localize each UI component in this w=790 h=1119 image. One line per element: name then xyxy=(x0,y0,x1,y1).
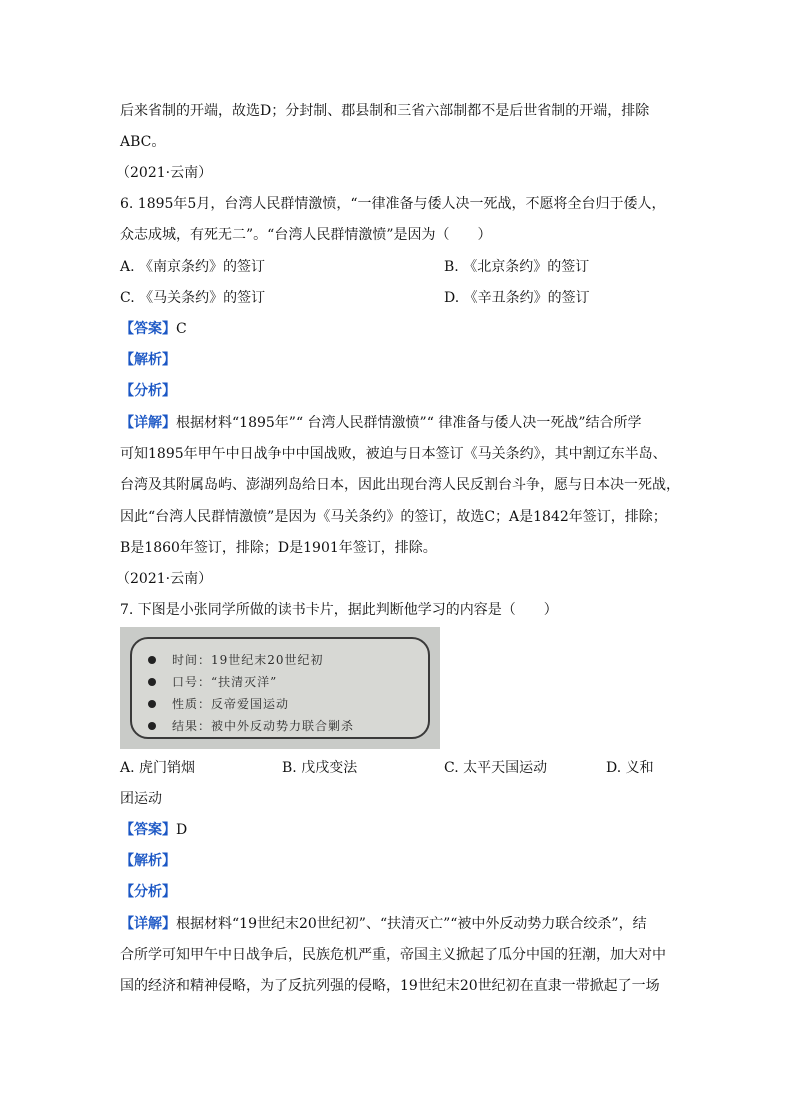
detail-line: 可知1895年甲午中日战争中中国战败，被迫与日本签订《马关条约》，其中割辽东半岛、 xyxy=(120,446,667,462)
detail-line: 台湾及其附属岛屿、澎湖列岛给日本，因此出现台湾人民反割台斗争，愿与日本决一死战， xyxy=(120,477,680,493)
question-source: （2021·云南） xyxy=(116,571,213,587)
card-row: 性质：反帝爱国运动 xyxy=(148,695,289,712)
q7-option-b: B. 戊戌变法 xyxy=(282,760,358,776)
bullet-icon xyxy=(148,722,156,730)
bullet-icon xyxy=(148,678,156,686)
text-line: ABC。 xyxy=(120,134,166,150)
answer-value: C xyxy=(176,321,187,337)
question-source: （2021·云南） xyxy=(116,165,213,181)
detail-tag: 【详解】 xyxy=(120,415,176,431)
q6-option-b: B. 《北京条约》的签订 xyxy=(444,259,590,275)
detail-line: 【详解】根据材料“1895年”“ 台湾人民群情激愤”“ 律准备与倭人决一死战”结合所学 xyxy=(120,415,642,431)
card-row: 时间：19世纪末20世纪初 xyxy=(148,651,324,668)
reading-card-frame xyxy=(130,637,430,739)
q6-option-d: D. 《辛丑条约》的签订 xyxy=(444,290,590,306)
q7-option-a: A. 虎门销烟 xyxy=(120,760,196,776)
q7-option-d-cont: 团运动 xyxy=(120,791,162,807)
reading-card-image xyxy=(120,627,440,749)
detail-line: 合所学可知甲午中日战争后，民族危机严重，帝国主义掀起了瓜分中国的狂潮，加大对中 xyxy=(120,947,666,963)
answer-tag: 【答案】 xyxy=(120,822,176,838)
detail-tag: 【详解】 xyxy=(120,916,176,932)
bullet-icon xyxy=(148,656,156,664)
answer-value: D xyxy=(176,822,188,838)
bullet-icon xyxy=(148,700,156,708)
answer-tag: 【答案】 xyxy=(120,321,176,337)
detail-line: 【详解】根据材料“19世纪末20世纪初”、“扶清灭亡”“被中外反动势力联合绞杀”，结 xyxy=(120,916,647,932)
analysis-tag: 【解析】 xyxy=(120,352,176,368)
card-row: 口号：“扶清灭洋” xyxy=(148,673,277,690)
q6-option-c: C. 《马关条约》的签订 xyxy=(120,290,266,306)
analysis-tag: 【解析】 xyxy=(120,853,176,869)
question-6-stem-cont: 众志成城，有死无二”。“台湾人民群情激愤”是因为（ ） xyxy=(120,227,492,243)
card-row: 结果：被中外反动势力联合剿杀 xyxy=(148,717,354,734)
answer-line xyxy=(120,319,187,339)
detail-line: 因此“台湾人民群情激愤”是因为《马关条约》的签订，故选C；A是1842年签订，排除； xyxy=(120,509,667,525)
fenxi-tag: 【分析】 xyxy=(120,383,176,399)
fenxi-tag: 【分析】 xyxy=(120,884,176,900)
question-6-stem: 6. 1895年5月，台湾人民群情激愤，“一律准备与倭人决一死战，不愿将全台归于倭人， xyxy=(120,196,666,212)
q7-option-c: C. 太平天国运动 xyxy=(444,760,548,776)
answer-line xyxy=(120,820,187,840)
question-7-stem: 7. 下图是小张同学所做的读书卡片，据此判断他学习的内容是（ ） xyxy=(120,602,558,618)
text-line: 后来省制的开端，故选D；分封制、郡县制和三省六部制都不是后世省制的开端，排除 xyxy=(120,103,650,119)
detail-line: 国的经济和精神侵略，为了反抗列强的侵略，19世纪末20世纪初在直隶一带掀起了一场 xyxy=(120,978,660,994)
q6-option-a: A. 《南京条约》的签订 xyxy=(120,259,266,275)
q7-option-d: D. 义和 xyxy=(606,760,654,776)
detail-line: B是1860年签订，排除；D是1901年签订，排除。 xyxy=(120,540,437,556)
